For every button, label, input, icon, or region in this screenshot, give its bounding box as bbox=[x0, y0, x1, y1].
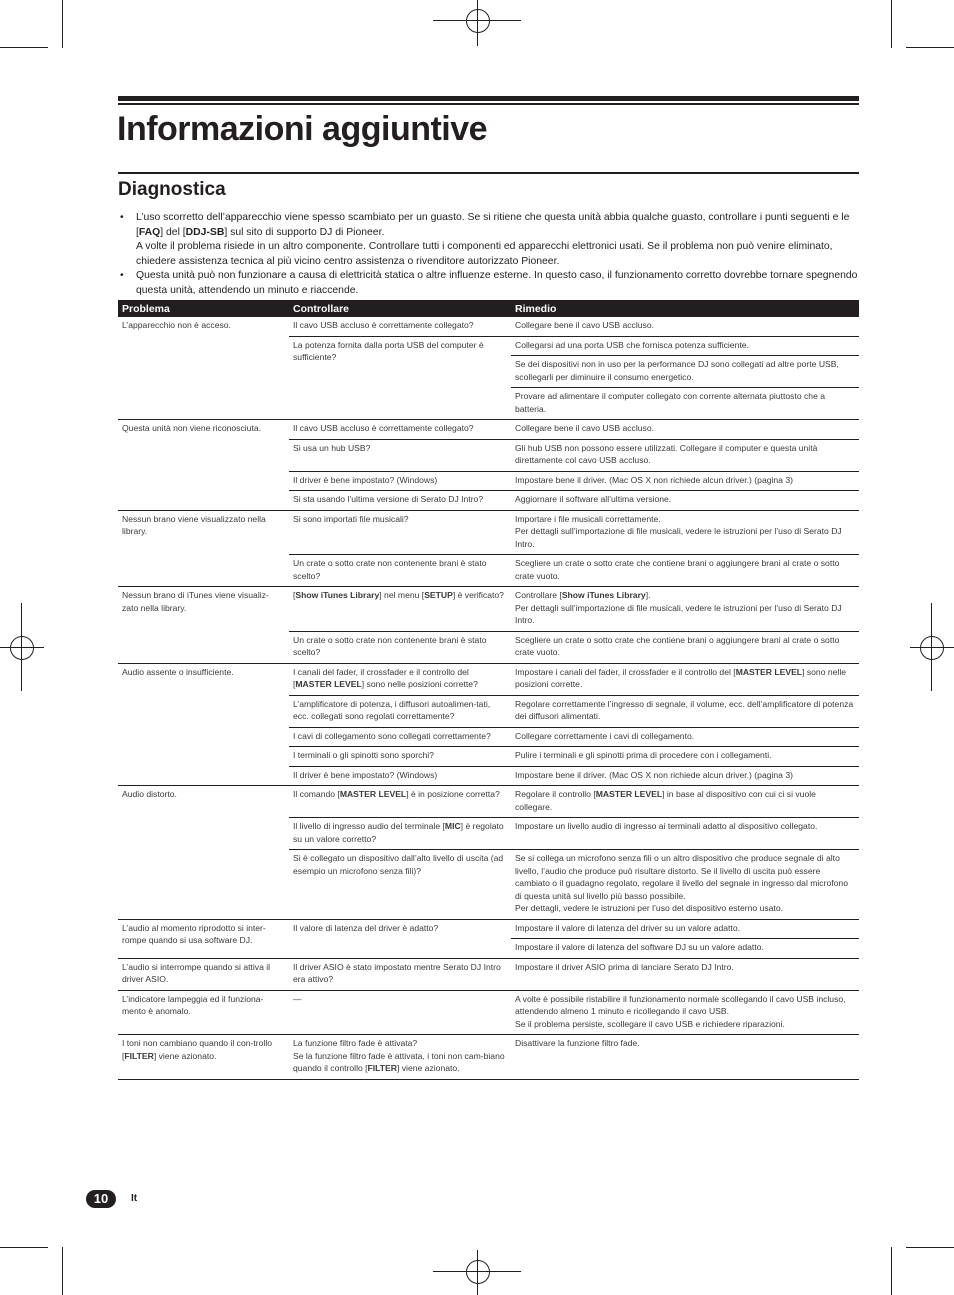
check-cell: Si è collegato un dispositivo dall’alto livello di uscita (ad esempio un microfono senza fili)? bbox=[289, 850, 511, 920]
section-rule bbox=[118, 172, 859, 174]
remedy-cell: Collegarsi ad una porta USB che fornisca potenza sufficiente. bbox=[511, 336, 859, 356]
check-cell: Si sta usando l’ultima versione di Serato DJ Intro? bbox=[289, 491, 511, 511]
remedy-cell: Disattivare la funzione filtro fade. bbox=[511, 1035, 859, 1080]
remedy-cell: Controllare [Show iTunes Library]. Per dettagli sull’importazione di file musicali, vedere le istruzioni per l’uso di Serato DJ Intro. bbox=[511, 587, 859, 632]
remedy-cell: Collegare bene il cavo USB accluso. bbox=[515, 320, 655, 330]
check-cell: [Show iTunes Library] nel menu [SETUP] è verificato? bbox=[289, 587, 511, 632]
problem-cell: Audio distorto. bbox=[118, 786, 289, 920]
check-cell: I terminali o gli spinotti sono sporchi? bbox=[289, 747, 511, 767]
table-body bbox=[118, 317, 859, 1079]
check-cell: Il driver ASIO è stato impostato mentre Serato DJ Intro era attivo? bbox=[289, 958, 511, 990]
check-cell: Il livello di ingresso audio del terminale [MIC] è regolato su un valore corretto? bbox=[289, 818, 511, 850]
table-header-row bbox=[118, 300, 859, 317]
check-cell: Il driver è bene impostato? (Windows) bbox=[289, 471, 511, 491]
check-cell: Si usa un hub USB? bbox=[289, 439, 511, 471]
remedy-cell: Provare ad alimentare il computer collegato con corrente alternata piuttosto che a batteria. bbox=[511, 388, 859, 420]
remedy-cell: Scegliere un crate o sotto crate che contiene brani o aggiungere brani al crate o sotto crate vuoto. bbox=[511, 555, 859, 587]
remedy-cell: Se si collega un microfono senza fili o un altro dispositivo che produce segnale di alto livello, l’audio che produce può risultare distorto. Se il livello di uscita può essere cambiato o il guadagno regolato, regolare il livello del segnale in ingresso dal microfono di questa unità sul livello più basso possibile. Per dettagli, vedere le istruzioni per l’uso del dispositivo esterno usato. bbox=[511, 850, 859, 920]
remedy-cell: Regolare il controllo [MASTER LEVEL] in base al dispositivo con cui ci si vuole collegare. bbox=[511, 786, 859, 818]
problem-cell: L’audio si interrompe quando si attiva il driver ASIO. bbox=[118, 958, 289, 990]
check-cell: — bbox=[289, 990, 511, 1035]
check-cell: Si sono importati file musicali? bbox=[289, 510, 511, 555]
check-cell: Un crate o sotto crate non contenente brani è stato scelto? bbox=[289, 631, 511, 663]
remedy-cell: Se dei dispositivi non in uso per la performance DJ sono collegati ad altre porte USB, scollegarli per diminuire il consumo energetico. bbox=[511, 356, 859, 388]
table-row bbox=[118, 587, 859, 632]
problem-cell: I toni non cambiano quando il con-trollo [FILTER] viene azionato. bbox=[118, 1035, 289, 1080]
table-row bbox=[118, 958, 859, 990]
problem-cell: Nessun brano viene visualizzato nella library. bbox=[118, 510, 289, 587]
remedy-cell: Impostare un livello audio di ingresso ai terminali adatto al dispositivo collegato. bbox=[511, 818, 859, 850]
check-cell: Un crate o sotto crate non contenente brani è stato scelto? bbox=[289, 555, 511, 587]
intro-paragraph: • L’uso scorretto dell’apparecchio viene spesso scambiato per un guasto. Se si ritiene che questa unità abbia qualche guasto, controllare i punti seguenti e le [FAQ] del [DDJ-SB] sul sito di supporto DJ di Pioneer. bbox=[136, 212, 850, 238]
table-row bbox=[118, 990, 859, 1035]
remedy-cell: A volte è possibile ristabilire il funzionamento normale scollegando il cavo USB incluso, attendendo almeno 1 minuto e ricollegando il cavo USB. Se il problema persiste, scollegare il cavo USB e richiedere riparazioni. bbox=[511, 990, 859, 1035]
remedy-cell: Impostare il driver ASIO prima di lanciare Serato DJ Intro. bbox=[511, 958, 859, 990]
check-cell: I canali del fader, il crossfader e il controllo del [MASTER LEVEL] sono nelle posizioni corrette? bbox=[289, 663, 511, 695]
remedy-cell: Impostare bene il driver. (Mac OS X non richiede alcun driver.) (pagina 3) bbox=[511, 766, 859, 786]
problem-cell: L’apparecchio non è acceso. bbox=[122, 320, 231, 330]
check-cell: Il cavo USB accluso è correttamente collegato? bbox=[293, 320, 474, 330]
remedy-cell: Importare i file musicali correttamente. Per dettagli sull’importazione di file musicali, vedere le istruzioni per l’uso di Serato DJ Intro. bbox=[511, 510, 859, 555]
bold-term: FILTER bbox=[367, 1063, 397, 1073]
remedy-cell: Impostare il valore di latenza del driver su un valore adatto. bbox=[511, 919, 859, 939]
check-cell: Il driver è bene impostato? (Windows) bbox=[289, 766, 511, 786]
bold-term: MASTER LEVEL bbox=[339, 789, 407, 799]
bold-term: FILTER bbox=[124, 1050, 154, 1061]
check-cell: I cavi di collegamento sono collegati correttamente? bbox=[289, 727, 511, 747]
problem-cell: L’indicatore lampeggia ed il funziona-mento è anomalo. bbox=[118, 990, 289, 1035]
bold-term: Show iTunes Library bbox=[561, 590, 646, 600]
table-row bbox=[118, 1035, 859, 1080]
bold-term: SETUP bbox=[424, 590, 453, 600]
check-cell: Il valore di latenza del driver è adatto? bbox=[289, 919, 511, 958]
problem-cell: Nessun brano di iTunes viene visualiz-zato nella library. bbox=[118, 587, 289, 664]
header-problem: Problema bbox=[118, 300, 289, 317]
remedy-cell: Impostare i canali del fader, il crossfader e il controllo del [MASTER LEVEL] sono nelle posizioni corrette. bbox=[511, 663, 859, 695]
bold-term: FAQ bbox=[138, 226, 161, 238]
bold-term: DDJ-SB bbox=[185, 226, 225, 238]
check-cell: L’amplificatore di potenza, i diffusori autoalimen-tati, ecc. collegati sono regolati correttamente? bbox=[289, 695, 511, 727]
table-row bbox=[118, 420, 859, 440]
language-code: It bbox=[131, 1193, 138, 1204]
header-check: Controllare bbox=[289, 300, 511, 317]
remedy-cell: Scegliere un crate o sotto crate che contiene brani o aggiungere brani al crate o sotto crate vuoto. bbox=[511, 631, 859, 663]
bold-term: MIC bbox=[444, 821, 461, 831]
check-cell: Il cavo USB accluso è correttamente collegato? bbox=[289, 420, 511, 440]
check-cell: La funzione filtro fade è attivata? Se la funzione filtro fade è attivata, i toni non cam-biano quando il controllo [FILTER] viene azionato. bbox=[289, 1035, 511, 1080]
check-cell: Il comando [MASTER LEVEL] è in posizione corretta? bbox=[289, 786, 511, 818]
check-cell: La potenza fornita dalla porta USB del computer è sufficiente? bbox=[289, 336, 511, 420]
intro-list bbox=[118, 211, 858, 298]
bold-term: Show iTunes Library bbox=[295, 590, 380, 600]
table-row bbox=[118, 663, 859, 695]
remedy-cell: Collegare bene il cavo USB accluso. bbox=[511, 420, 859, 440]
bold-term: MASTER LEVEL bbox=[295, 679, 362, 689]
problem-cell: Audio assente o insufficiente. bbox=[118, 663, 289, 786]
remedy-cell: Regolare correttamente l’ingresso di segnale, il volume, ecc. dell’amplificatore di potenza dei diffusori alimentati. bbox=[511, 695, 859, 727]
bold-term: MASTER LEVEL bbox=[735, 666, 803, 677]
remedy-cell: Impostare il valore di latenza del software DJ su un valore adatto. bbox=[511, 939, 859, 959]
bold-term: MASTER LEVEL bbox=[595, 789, 663, 799]
problem-cell: Questa unità non viene riconosciuta. bbox=[118, 420, 289, 511]
table-row bbox=[118, 317, 859, 336]
remedy-cell: Pulire i terminali e gli spinotti prima di procedere con i collegamenti. bbox=[511, 747, 859, 767]
intro-bullet bbox=[118, 211, 858, 269]
header-remedy: Rimedio bbox=[511, 300, 859, 317]
intro-paragraph: • Questa unità può non funzionare a causa di elettricità statica o altre influenze esterne. In questo caso, il funzionamento corretto dovrebbe tornare spegnendo questa unità, attendendo un minuto e riaccende. bbox=[136, 270, 858, 296]
intro-paragraph: A volte il problema risiede in un altro componente. Controllare tutti i componenti ed apparecchi elettronici usati. Se il problema non può venire eliminato, chiedere assistenza tecnica al più vicino centro assistenza o rivenditore autorizzato Pioneer. bbox=[136, 241, 833, 267]
table-row bbox=[118, 919, 859, 939]
intro-bullet bbox=[118, 269, 858, 298]
remedy-cell: Impostare bene il driver. (Mac OS X non richiede alcun driver.) (pagina 3) bbox=[511, 471, 859, 491]
remedy-cell: Collegare correttamente i cavi di collegamento. bbox=[511, 727, 859, 747]
page-title: Informazioni aggiuntive bbox=[117, 110, 488, 148]
table-row bbox=[118, 510, 859, 555]
section-title: Diagnostica bbox=[118, 179, 226, 200]
remedy-cell: Aggiornare il software all’ultima versione. bbox=[511, 491, 859, 511]
remedy-cell: Gli hub USB non possono essere utilizzati. Collegare il computer e questa unità direttamente col cavo USB accluso. bbox=[511, 439, 859, 471]
table-row bbox=[118, 786, 859, 818]
page-number-badge: 10 bbox=[86, 1190, 116, 1208]
diagnostics-table bbox=[118, 300, 859, 1080]
problem-cell: L’audio al momento riprodotto si inter-rompe quando si usa software DJ. bbox=[118, 919, 289, 958]
